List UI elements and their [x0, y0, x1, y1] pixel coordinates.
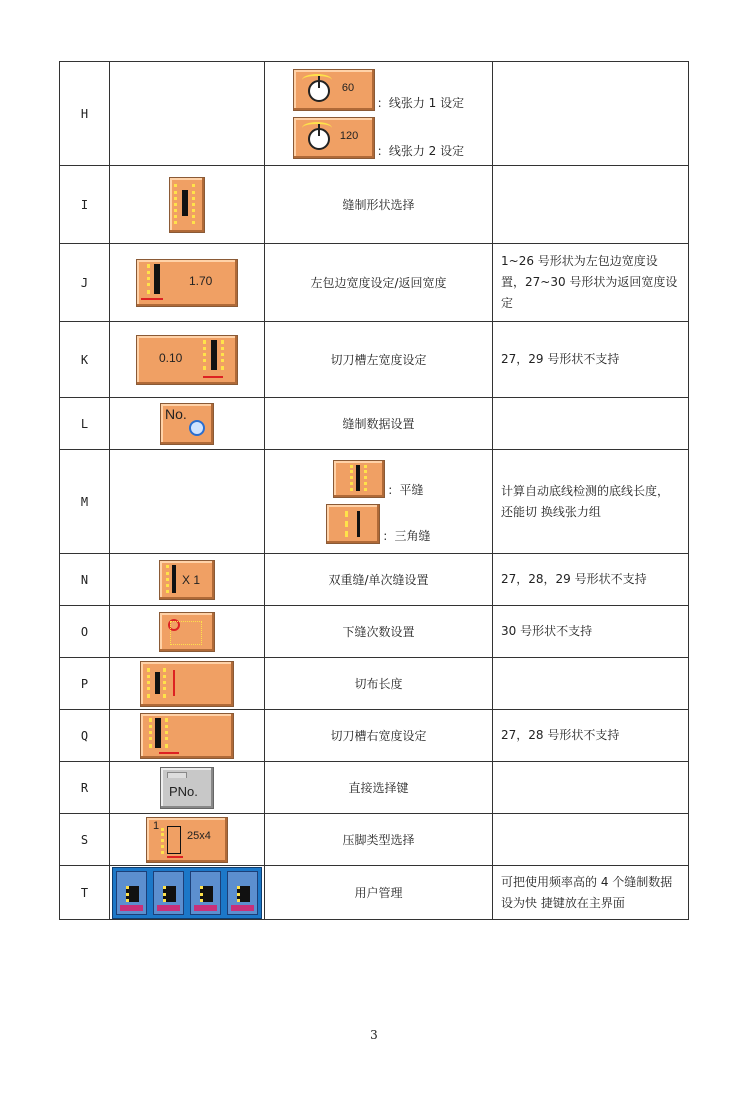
- magnifier-icon: [189, 420, 205, 436]
- table-row: [60, 166, 689, 244]
- tension-2-label: ：线张力 2 设定: [376, 143, 465, 158]
- width-arrow-icon: [203, 376, 223, 378]
- presser-foot-prefix: 1: [153, 819, 160, 832]
- note-cell: 1~26 号形状为左包边宽度设置，27~30 号形状为返回宽度设定: [493, 244, 689, 322]
- table-row: [60, 398, 689, 450]
- straight-stitch-label: ：平缝: [387, 482, 424, 497]
- shortcut-tag: [157, 905, 180, 911]
- knife-icon: [155, 672, 160, 694]
- knife-icon: [155, 718, 161, 748]
- stitch-icon: [147, 264, 150, 294]
- cut-length-button[interactable]: [140, 661, 234, 707]
- desc-cell: 切刀槽左宽度设定: [265, 322, 493, 398]
- knife-right-width-button[interactable]: [140, 713, 234, 759]
- tension-2-value: 120: [339, 129, 359, 142]
- icon-cell: [110, 814, 265, 866]
- stitch-shape-icon: [163, 886, 176, 902]
- stitch-icon: [364, 465, 367, 491]
- row-key: I: [60, 166, 110, 244]
- note-cell: 30 号形状不支持: [493, 606, 689, 658]
- note-cell: [493, 814, 689, 866]
- table-row: [60, 450, 689, 554]
- stitch-icon: [147, 668, 150, 698]
- note-cell: [493, 658, 689, 710]
- thread-tension-1-button[interactable]: [293, 69, 375, 111]
- zigzag-stitch-option: [265, 504, 492, 544]
- table-row: [60, 658, 689, 710]
- icon-cell: [110, 658, 265, 710]
- shortcut-button[interactable]: [116, 871, 147, 915]
- double-stitch-button[interactable]: [159, 560, 215, 600]
- knife-left-width-value: 0.10: [159, 350, 183, 365]
- folder-icon: [167, 772, 187, 778]
- note-cell: 计算自动底线检测的底线长度，还能切 换线张力组: [493, 450, 689, 554]
- note-cell: 27，28，29 号形状不支持: [493, 554, 689, 606]
- row-key: S: [60, 814, 110, 866]
- user-management-panel[interactable]: [112, 867, 261, 919]
- row-key: Q: [60, 710, 110, 762]
- stitch-shape-icon: [200, 886, 213, 902]
- table-row: [60, 606, 689, 658]
- zigzag-stitch-label: ：三角缝: [382, 528, 431, 543]
- table-row: [60, 866, 689, 920]
- stitch-icon: [161, 828, 164, 854]
- width-arrow-icon: [159, 752, 179, 754]
- row-key: N: [60, 554, 110, 606]
- direct-select-label: PNo.: [169, 783, 198, 799]
- row-key: T: [60, 866, 110, 920]
- note-cell: 27，29 号形状不支持: [493, 322, 689, 398]
- table-row: [60, 244, 689, 322]
- table-row: [60, 762, 689, 814]
- lower-stitch-count-button[interactable]: [159, 612, 215, 652]
- presser-foot-button[interactable]: [146, 817, 228, 863]
- knife-icon: [211, 340, 217, 370]
- icon-cell: [110, 554, 265, 606]
- stitch-icon: [163, 668, 166, 698]
- stitch-icon: [165, 718, 168, 748]
- row-key: K: [60, 322, 110, 398]
- icon-cell: [110, 606, 265, 658]
- table-row: [60, 62, 689, 166]
- tension-dial-icon: [237, 886, 250, 902]
- desc-cell: [265, 62, 493, 166]
- stitch-icon: [174, 184, 177, 224]
- function-table: [59, 61, 689, 920]
- length-arrow-icon: [173, 670, 175, 696]
- knife-icon: [182, 190, 188, 216]
- table-row: [60, 814, 689, 866]
- desc-cell: 压脚类型选择: [265, 814, 493, 866]
- knife-left-width-button[interactable]: [136, 335, 238, 385]
- tension-2-option: [265, 117, 492, 159]
- row-key: R: [60, 762, 110, 814]
- left-width-button[interactable]: [136, 259, 238, 307]
- knife-icon: [154, 264, 160, 294]
- icon-cell: [110, 866, 265, 920]
- desc-cell: 切刀槽右宽度设定: [265, 710, 493, 762]
- table-row: [60, 710, 689, 762]
- shortcut-button[interactable]: [227, 871, 258, 915]
- stitch-shape-icon: [126, 886, 139, 902]
- straight-stitch-option: [265, 460, 492, 498]
- desc-cell: 双重缝/单次缝设置: [265, 554, 493, 606]
- desc-cell: [265, 450, 493, 554]
- tension-1-label: ：线张力 1 设定: [376, 95, 465, 110]
- icon-cell: [110, 762, 265, 814]
- shortcut-button[interactable]: [153, 871, 184, 915]
- sewing-shape-button[interactable]: [169, 177, 205, 233]
- stitch-icon: [149, 718, 152, 748]
- icon-cell: [110, 322, 265, 398]
- icon-cell: [110, 450, 265, 554]
- foot-outline-icon: [167, 826, 181, 854]
- note-cell: [493, 398, 689, 450]
- icon-cell: [110, 62, 265, 166]
- zigzag-stitch-button[interactable]: [326, 504, 380, 544]
- page-number: 3: [370, 1028, 378, 1042]
- shortcut-tag: [120, 905, 143, 911]
- shortcut-button[interactable]: [190, 871, 221, 915]
- note-cell: [493, 62, 689, 166]
- desc-cell: 直接选择键: [265, 762, 493, 814]
- row-key: H: [60, 62, 110, 166]
- shortcut-tag: [194, 905, 217, 911]
- icon-cell: [110, 398, 265, 450]
- table-row: [60, 554, 689, 606]
- desc-cell: 切布长度: [265, 658, 493, 710]
- icon-cell: [110, 166, 265, 244]
- row-key: L: [60, 398, 110, 450]
- stitch-icon: [221, 340, 224, 370]
- stitch-count-value: X 1: [182, 572, 201, 587]
- stitch-icon: [192, 184, 195, 224]
- tension-1-value: 60: [341, 81, 355, 94]
- knife-icon: [357, 511, 360, 537]
- sewing-data-button[interactable]: [160, 403, 214, 445]
- width-arrow-icon: [141, 298, 163, 300]
- table-row: [60, 322, 689, 398]
- stitch-icon: [203, 340, 206, 370]
- row-key: O: [60, 606, 110, 658]
- note-cell: 27，28 号形状不支持: [493, 710, 689, 762]
- stitch-icon: [166, 565, 169, 593]
- note-cell: 可把使用频率高的 4 个缝制数据设为快 捷键放在主界面: [493, 866, 689, 920]
- shortcut-tag: [231, 905, 254, 911]
- width-arrow-icon: [167, 856, 183, 858]
- icon-cell: [110, 710, 265, 762]
- sewing-data-label: No.: [165, 405, 187, 422]
- straight-stitch-button[interactable]: [333, 460, 385, 498]
- box-outline-icon: [170, 621, 202, 645]
- icon-cell: [110, 244, 265, 322]
- tension-dial-icon: [308, 80, 330, 102]
- row-key: J: [60, 244, 110, 322]
- note-cell: [493, 762, 689, 814]
- zigzag-icon: [345, 511, 348, 537]
- direct-select-button[interactable]: [160, 767, 214, 809]
- knife-icon: [172, 565, 176, 593]
- desc-cell: 缝制数据设置: [265, 398, 493, 450]
- desc-cell: 缝制形状选择: [265, 166, 493, 244]
- row-key: P: [60, 658, 110, 710]
- note-cell: [493, 166, 689, 244]
- left-width-value: 1.70: [189, 273, 213, 288]
- desc-cell: 左包边宽度设定/返回宽度: [265, 244, 493, 322]
- thread-tension-2-button[interactable]: [293, 117, 375, 159]
- tension-1-option: [265, 69, 492, 111]
- stitch-icon: [350, 465, 353, 491]
- knife-icon: [356, 465, 360, 491]
- desc-cell: 下缝次数设置: [265, 606, 493, 658]
- tension-dial-icon: [308, 128, 330, 150]
- row-key: M: [60, 450, 110, 554]
- presser-foot-value: 25x4: [187, 829, 211, 842]
- desc-cell: 用户管理: [265, 866, 493, 920]
